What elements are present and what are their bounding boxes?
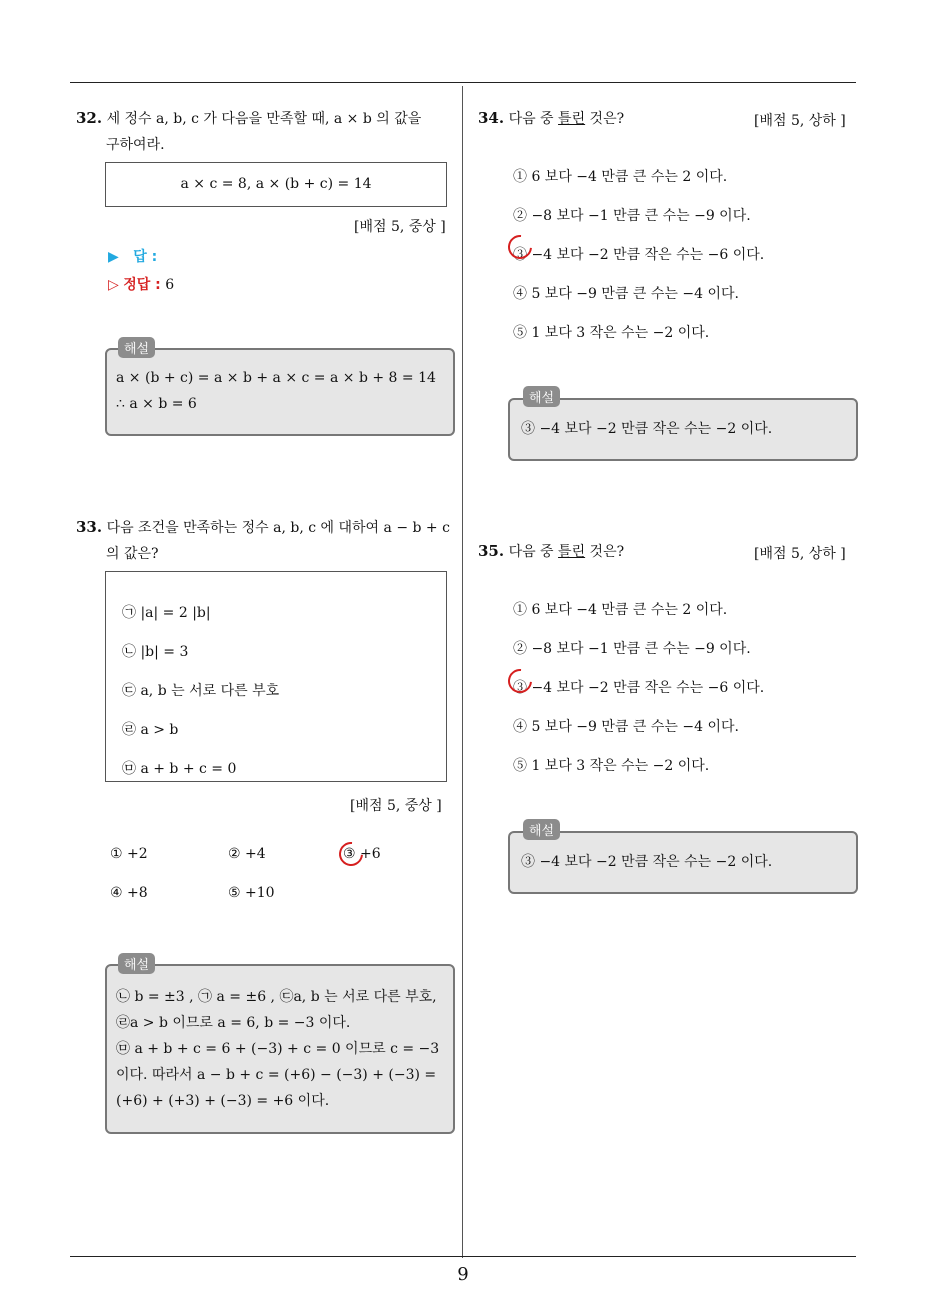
- q34-score: [배점 5, 상하 ]: [754, 113, 846, 129]
- q33-condition-2: ㉡ |b| = 3: [122, 644, 189, 660]
- outline-play-icon: ▷: [108, 277, 119, 293]
- q34-options: [513, 158, 764, 353]
- q33-solution-line5: (+6) + (+3) + (−3) = +6 이다.: [116, 1093, 330, 1109]
- q34-solution-tag: 해설: [523, 386, 560, 407]
- q32-score: [배점 5, 중상 ]: [354, 219, 446, 235]
- column-divider: [462, 86, 463, 1258]
- q33-solution-line3: ㉤ a + b + c = 6 + (−3) + c = 0 이므로 c = −3: [116, 1041, 440, 1057]
- q33-solution-tag: 해설: [118, 953, 155, 974]
- q33-condition-3: ㉢ a, b 는 서로 다른 부호: [122, 683, 280, 699]
- q35-solution-line: ③ −4 보다 −2 만큼 작은 수는 −2 이다.: [521, 854, 773, 870]
- q35-solution-tag: 해설: [523, 819, 560, 840]
- play-icon: ▶: [108, 249, 119, 265]
- q33-condition-4: ㉣ a > b: [122, 722, 179, 738]
- q33-score: [배점 5, 중상 ]: [350, 798, 442, 814]
- q33-number: 33.: [76, 518, 103, 536]
- q32-solution-line2: ∴ a × b = 6: [116, 396, 197, 412]
- bottom-rule: [70, 1256, 856, 1257]
- q35-option-3: ③ −4 보다 −2 만큼 작은 수는 −6 이다.: [513, 680, 765, 696]
- q32-answer-label: 답 :: [133, 249, 158, 265]
- q32-number: 32.: [76, 109, 103, 127]
- q34-option-2: ② −8 보다 −1 만큼 큰 수는 −9 이다.: [513, 208, 751, 224]
- q33-option-1: ① +2: [110, 846, 148, 862]
- q32-correct-value: 6: [165, 277, 175, 293]
- q32-solution-tag: 해설: [118, 337, 155, 358]
- q34-number: 34.: [478, 109, 505, 127]
- q34-option-3: ③ −4 보다 −2 만큼 작은 수는 −6 이다.: [513, 247, 765, 263]
- q35-options: [513, 591, 764, 786]
- q32-solution-body: [116, 365, 436, 417]
- q33-text-line2: 의 값은?: [106, 546, 159, 562]
- q33-option-5: ⑤ +10: [228, 885, 275, 901]
- q33-solution-body: [116, 984, 439, 1114]
- q32-answer-row: [108, 246, 157, 266]
- q32-text-line2: 구하여라.: [106, 137, 165, 153]
- q35-text-post: 것은?: [585, 544, 625, 560]
- q34-option-1: ① 6 보다 −4 만큼 큰 수는 2 이다.: [513, 169, 728, 185]
- q33-option-4: ④ +8: [110, 885, 148, 901]
- q32-condition-box: [105, 162, 447, 207]
- q35-question: [478, 538, 624, 565]
- q32-text-line1: 세 정수 a, b, c 가 다음을 만족할 때, a × b 의 값을: [106, 111, 422, 127]
- q35-text-pre: 다음 중: [508, 544, 559, 560]
- q32-correct-label: 정답 :: [123, 277, 161, 293]
- q34-text-post: 것은?: [585, 111, 625, 127]
- q35-score: [배점 5, 상하 ]: [754, 546, 846, 562]
- q34-text-underlined: 틀린: [558, 111, 586, 127]
- q34-question: [478, 105, 624, 132]
- q32-solution-line1: a × (b + c) = a × b + a × c = a × b + 8 = 14: [116, 370, 436, 386]
- q32-correct-row: [108, 274, 174, 294]
- q33-solution-line4: 이다. 따라서 a − b + c = (+6) − (−3) + (−3) =: [116, 1067, 437, 1083]
- q32-condition: a × c = 8, a × (b + c) = 14: [180, 176, 372, 192]
- q35-option-4: ④ 5 보다 −9 만큼 큰 수는 −4 이다.: [513, 719, 739, 735]
- q33-condition-1: ㉠ |a| = 2 |b|: [122, 605, 211, 621]
- q35-number: 35.: [478, 542, 505, 560]
- q34-solution-line: ③ −4 보다 −2 만큼 작은 수는 −2 이다.: [521, 421, 773, 437]
- q35-option-1: ① 6 보다 −4 만큼 큰 수는 2 이다.: [513, 602, 728, 618]
- q33-condition-5: ㉤ a + b + c = 0: [122, 761, 237, 777]
- q33-text-line1: 다음 조건을 만족하는 정수 a, b, c 에 대하여 a − b + c: [106, 520, 450, 536]
- q34-text-pre: 다음 중: [508, 111, 559, 127]
- q33-option-3: ③ +6: [343, 846, 381, 862]
- q33-condition-list: [122, 594, 279, 789]
- q35-option-2: ② −8 보다 −1 만큼 큰 수는 −9 이다.: [513, 641, 751, 657]
- q35-text-underlined: 틀린: [558, 544, 586, 560]
- q32-question: [76, 105, 460, 158]
- q34-option-5: ⑤ 1 보다 3 작은 수는 −2 이다.: [513, 325, 710, 341]
- q35-option-5: ⑤ 1 보다 3 작은 수는 −2 이다.: [513, 758, 710, 774]
- q34-option-4: ④ 5 보다 −9 만큼 큰 수는 −4 이다.: [513, 286, 739, 302]
- page-number: 9: [457, 1264, 469, 1285]
- q33-solution-line2: ㉣a > b 이므로 a = 6, b = −3 이다.: [116, 1015, 351, 1031]
- q33-option-2: ② +4: [228, 846, 266, 862]
- q33-solution-line1: ㉡ b = ±3 , ㉠ a = ±6 , ㉢a, b 는 서로 다른 부호,: [116, 989, 437, 1005]
- q33-question: [76, 514, 460, 567]
- top-rule: [70, 82, 856, 83]
